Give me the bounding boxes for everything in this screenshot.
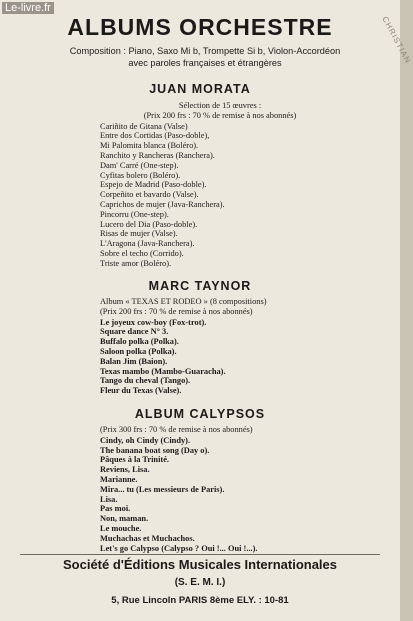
- taynor-album: Album « TEXAS ET RODEO » (8 compositions): [100, 297, 267, 306]
- list-item: Tango du cheval (Tango).: [100, 376, 191, 386]
- list-item: Lucero del Dia (Paso-doble).: [100, 219, 198, 229]
- subtitle-line-1: Composition : Piano, Saxo Mi b, Trompette Si b, Violon-Accordéon: [69, 46, 341, 56]
- list-item: Cyfitas bolero (Boléro).: [100, 170, 181, 180]
- footer-abbr: (S. E. M. I.): [174, 577, 226, 588]
- section-title-morata: JUAN MORATA: [149, 82, 251, 96]
- list-item: Pâques à la Trinité.: [100, 455, 170, 465]
- list-item: Non, maman.: [100, 514, 149, 524]
- list-item: Pincorru (One-step).: [100, 209, 169, 219]
- section-title-taynor: MARC TAYNOR: [148, 279, 252, 293]
- list-item: Risas de mujer (Valse).: [100, 229, 178, 239]
- subtitle: [40, 45, 370, 69]
- list-item: Caprichos de mujer (Java-Ranchera).: [100, 199, 225, 209]
- morata-list: [100, 122, 340, 269]
- list-item: The banana boat song (Day o).: [100, 445, 210, 455]
- list-item: Pas moi.: [100, 504, 131, 514]
- list-item: Entre dos Cortidas (Paso-doble),: [100, 131, 210, 141]
- footer-divider: [20, 554, 380, 555]
- footer-address: 5, Rue Lincoln PARIS 8ème ELY. : 10-81: [111, 595, 289, 606]
- list-item: Le mouche.: [100, 523, 142, 533]
- stamp: CHRISTIAN: [380, 14, 413, 66]
- morata-selection: Sélection de 15 œuvres :: [178, 101, 262, 110]
- list-item: Triste amor (Boléro).: [100, 258, 172, 268]
- list-item: Fleur du Texas (Valse).: [100, 386, 182, 396]
- list-item: Let's go Calypso (Calypso ? Oui !... Oui !...).: [100, 543, 258, 553]
- list-item: L'Aragona (Java-Ranchera).: [100, 239, 195, 249]
- list-item: Balan Jim (Baion).: [100, 356, 168, 366]
- list-item: Muchachas et Muchachos.: [100, 533, 195, 543]
- list-item: Square dance N° 3.: [100, 327, 169, 337]
- footer-company: Société d'Éditions Musicales Internationales: [63, 557, 337, 572]
- page-title: ALBUMS ORCHESTRE: [67, 14, 333, 40]
- list-item: Reviens, Lisa.: [100, 465, 150, 475]
- watermark: Le-livre.fr: [2, 2, 54, 14]
- morata-price: (Prix 200 frs : 70 % de remise à nos abonnés): [143, 110, 297, 120]
- list-item: Sobre el techo (Corrido).: [100, 248, 184, 258]
- section-title-calypsos: ALBUM CALYPSOS: [134, 407, 266, 421]
- calypsos-list: [100, 436, 340, 554]
- taynor-price: (Prix 200 frs : 70 % de remise à nos abonnés): [100, 306, 253, 316]
- list-item: Mira... tu (Les messieurs de Paris).: [100, 484, 225, 494]
- list-item: Le joyeux cow-boy (Fox-trot).: [100, 317, 207, 327]
- subtitle-line-2: avec paroles françaises et étrangères: [128, 58, 282, 68]
- list-item: Ranchito y Rancheras (Ranchera).: [100, 150, 215, 160]
- taynor-block: [100, 297, 340, 396]
- list-item: Buffalo polka (Polka).: [100, 337, 179, 347]
- list-item: Dam' Carré (One-step).: [100, 160, 179, 170]
- list-item: Saloon polka (Polka).: [100, 346, 177, 356]
- list-item: Texas mambo (Mambo-Guaracha).: [100, 366, 226, 376]
- morata-block: [100, 101, 340, 269]
- list-item: Corpeñito et bavardo (Valse).: [100, 190, 199, 200]
- calypsos-block: [100, 425, 340, 553]
- list-item: Cariñito de Gitana (Valse): [100, 121, 188, 131]
- list-item: Cindy, oh Cindy (Cindy).: [100, 435, 191, 445]
- calypsos-price: (Prix 300 frs : 70 % de remise à nos abonnés): [100, 425, 253, 434]
- list-item: Espejo de Madrid (Paso-doble).: [100, 180, 207, 190]
- taynor-list: [100, 318, 340, 396]
- list-item: Lisa.: [100, 494, 118, 504]
- list-item: Mi Palomita blanca (Boléro).: [100, 141, 199, 151]
- list-item: Marianne.: [100, 474, 138, 484]
